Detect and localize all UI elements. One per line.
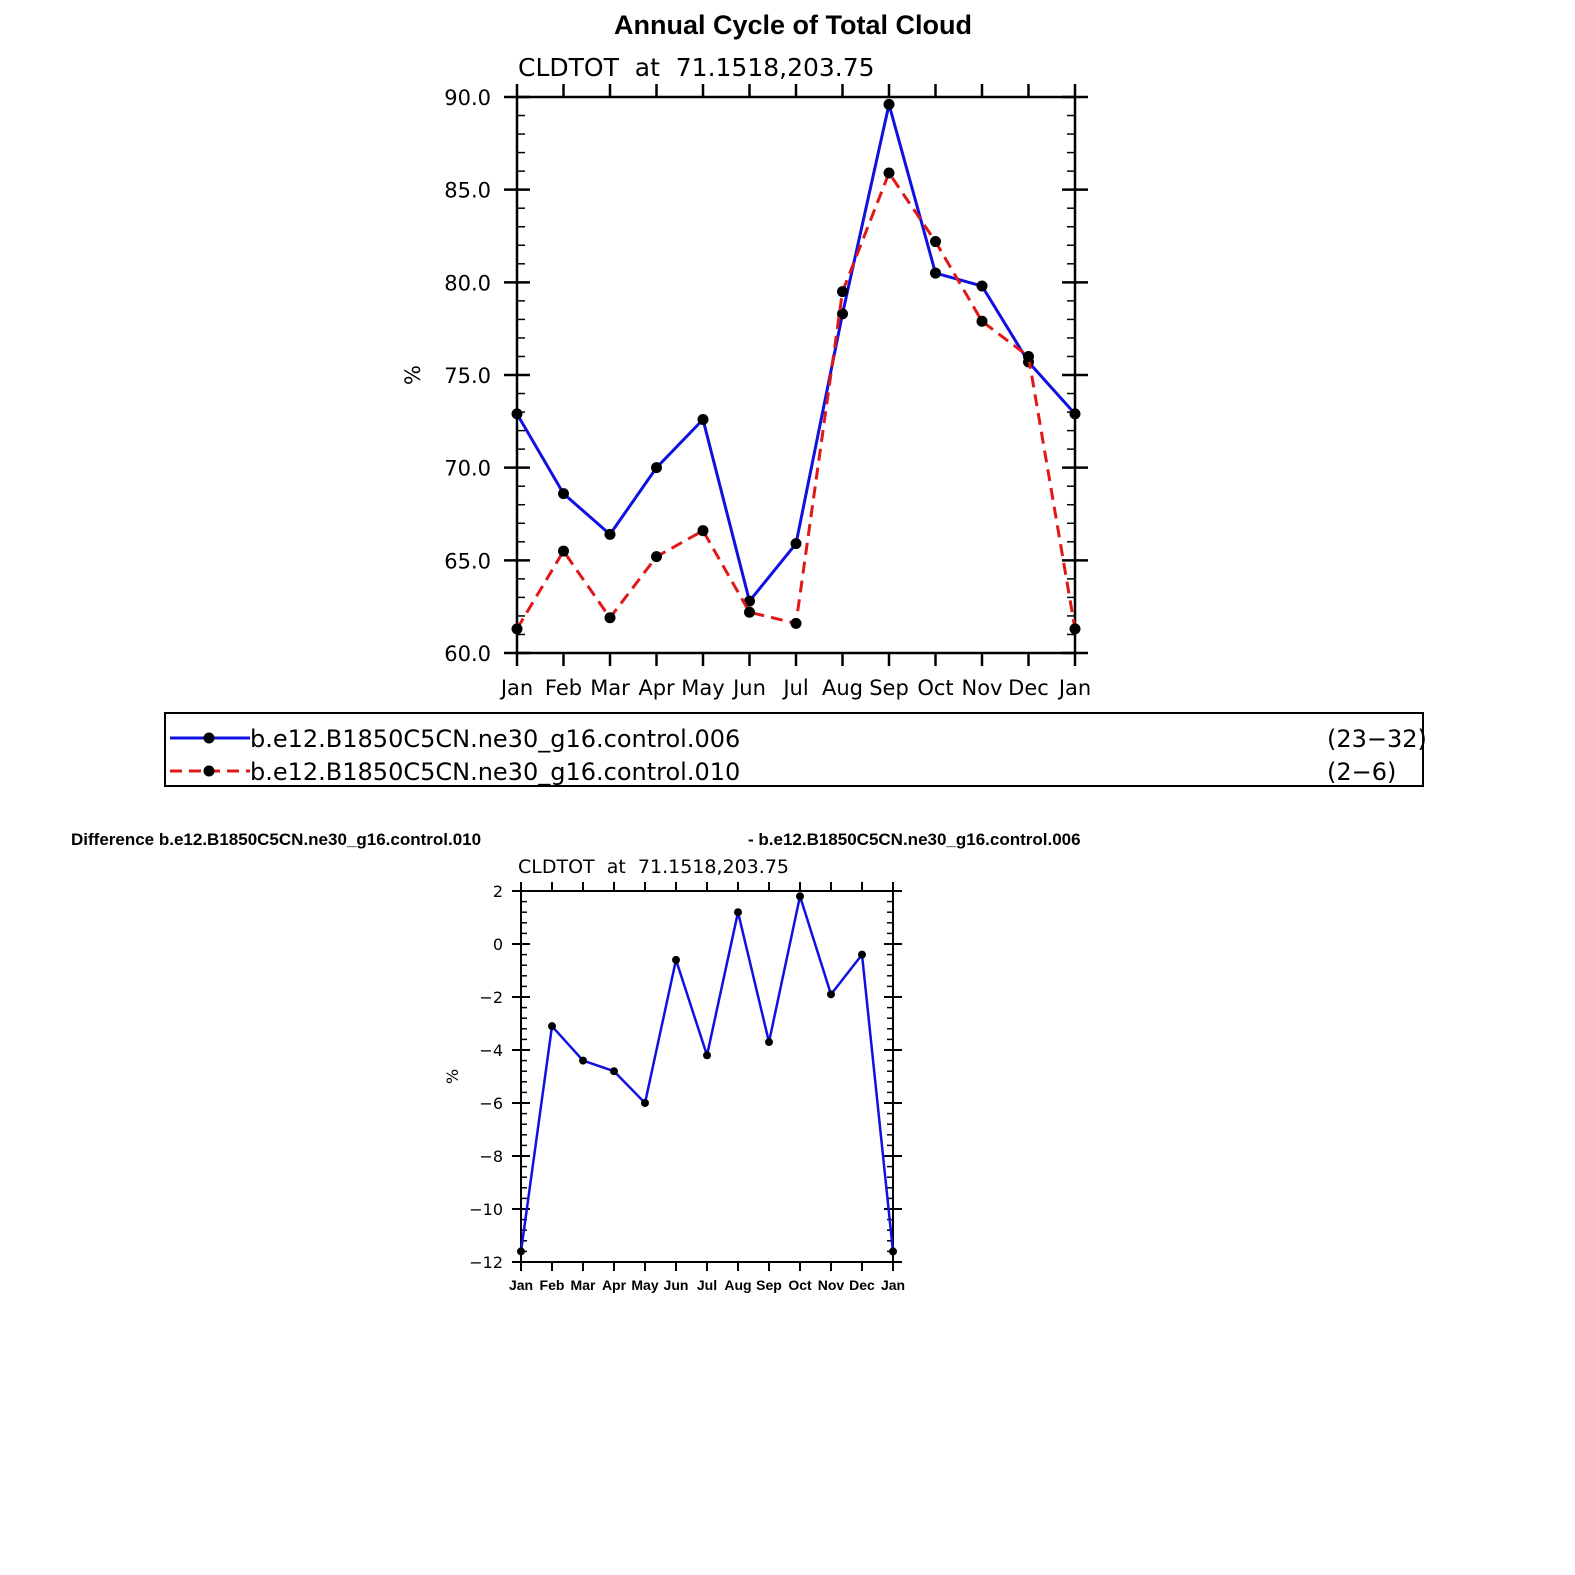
x-tick-label: Dec — [849, 1277, 875, 1293]
data-point — [827, 990, 835, 998]
x-tick-label: Sep — [869, 676, 909, 700]
data-point — [512, 408, 523, 419]
x-tick-label: Dec — [1008, 676, 1049, 700]
legend-marker-1 — [204, 733, 215, 744]
data-point — [610, 1067, 618, 1075]
data-point — [734, 908, 742, 916]
difference-title-left: Difference b.e12.B1850C5CN.ne30_g16.control.010 — [71, 830, 482, 849]
x-tick-label: Mar — [590, 676, 630, 700]
series-line-1 — [517, 104, 1075, 601]
data-point — [930, 236, 941, 247]
data-point — [698, 414, 709, 425]
data-point — [930, 268, 941, 279]
y-tick-label: −8 — [479, 1147, 503, 1166]
x-tick-label: Nov — [817, 1277, 845, 1293]
data-point — [765, 1038, 773, 1046]
data-point — [651, 462, 662, 473]
data-point — [703, 1051, 711, 1059]
x-tick-label: Jun — [733, 676, 766, 700]
y-tick-label: 65.0 — [444, 549, 491, 574]
legend-years-1: (23−32) — [1327, 725, 1427, 753]
x-tick-label: Apr — [601, 1277, 627, 1293]
x-tick-label: Jul — [783, 676, 809, 700]
data-point — [651, 551, 662, 562]
y-tick-label: 75.0 — [444, 364, 491, 388]
x-tick-label: Jun — [663, 1277, 689, 1293]
difference-chart-subtitle: CLDTOT at 71.1518,203.75 — [518, 856, 789, 878]
data-point — [791, 618, 802, 629]
legend-marker-2 — [204, 766, 215, 777]
data-point — [837, 286, 848, 297]
data-point — [517, 1247, 525, 1255]
data-point — [512, 623, 523, 634]
data-point — [791, 538, 802, 549]
top-chart-subtitle: CLDTOT at 71.1518,203.75 — [518, 53, 875, 82]
data-point — [558, 546, 569, 557]
series-line-1 — [521, 896, 893, 1251]
data-point — [1070, 623, 1081, 634]
y-tick-label: 70.0 — [444, 456, 491, 481]
y-tick-label: 0 — [492, 935, 503, 954]
data-point — [1023, 351, 1034, 362]
data-point — [698, 525, 709, 536]
x-tick-label: Mar — [570, 1277, 596, 1293]
data-point — [744, 607, 755, 618]
y-tick-label: 90.0 — [444, 86, 491, 110]
x-tick-label: May — [681, 676, 725, 700]
x-tick-label: Jan — [880, 1277, 906, 1293]
data-point — [977, 281, 988, 292]
data-point — [605, 529, 616, 540]
plot-frame — [517, 97, 1075, 653]
legend — [165, 713, 1427, 786]
y-tick-label: 60.0 — [444, 642, 491, 666]
x-tick-label: Jan — [1058, 676, 1092, 700]
data-point — [579, 1057, 587, 1065]
x-tick-label: Jan — [508, 1277, 534, 1293]
x-tick-label: Apr — [638, 676, 675, 700]
y-tick-label: 2 — [492, 882, 503, 901]
difference-title-right: - b.e12.B1850C5CN.ne30_g16.control.006 — [748, 830, 1081, 849]
data-point — [889, 1247, 897, 1255]
legend-label-2: b.e12.B1850C5CN.ne30_g16.control.010 — [250, 758, 741, 786]
x-tick-label: Aug — [724, 1277, 752, 1293]
y-tick-label: −12 — [469, 1253, 503, 1272]
x-tick-label: Feb — [544, 676, 583, 700]
data-point — [605, 612, 616, 623]
y-axis-label: % — [401, 365, 425, 385]
legend-years-2: (2−6) — [1327, 758, 1397, 786]
y-tick-label: 80.0 — [444, 271, 491, 296]
x-tick-label: Jan — [500, 676, 534, 700]
x-tick-label: Oct — [788, 1277, 812, 1293]
x-tick-label: Oct — [917, 676, 954, 700]
y-tick-label: −2 — [479, 988, 503, 1007]
data-point — [672, 956, 680, 964]
legend-label-1: b.e12.B1850C5CN.ne30_g16.control.006 — [250, 725, 741, 753]
data-point — [796, 892, 804, 900]
y-tick-label: −10 — [469, 1200, 503, 1219]
x-tick-label: Aug — [821, 676, 864, 700]
figure-title: Annual Cycle of Total Cloud — [613, 10, 973, 40]
data-point — [858, 951, 866, 959]
x-tick-label: May — [631, 1277, 659, 1293]
difference-chart — [443, 882, 905, 1293]
x-tick-label: Nov — [961, 676, 1003, 700]
y-tick-label: −6 — [479, 1094, 503, 1113]
data-point — [977, 316, 988, 327]
data-point — [1070, 408, 1081, 419]
data-point — [548, 1022, 556, 1030]
y-axis-label: % — [443, 1068, 462, 1085]
top-chart — [401, 84, 1091, 700]
x-tick-label: Sep — [756, 1277, 782, 1293]
x-tick-label: Feb — [539, 1277, 565, 1293]
data-point — [558, 488, 569, 499]
series-line-2 — [517, 173, 1075, 629]
data-point — [641, 1099, 649, 1107]
data-point — [884, 167, 895, 178]
data-point — [884, 99, 895, 110]
x-tick-label: Jul — [696, 1277, 718, 1293]
y-tick-label: 85.0 — [444, 178, 491, 203]
plot-frame — [521, 891, 893, 1262]
y-tick-label: −4 — [479, 1041, 503, 1060]
